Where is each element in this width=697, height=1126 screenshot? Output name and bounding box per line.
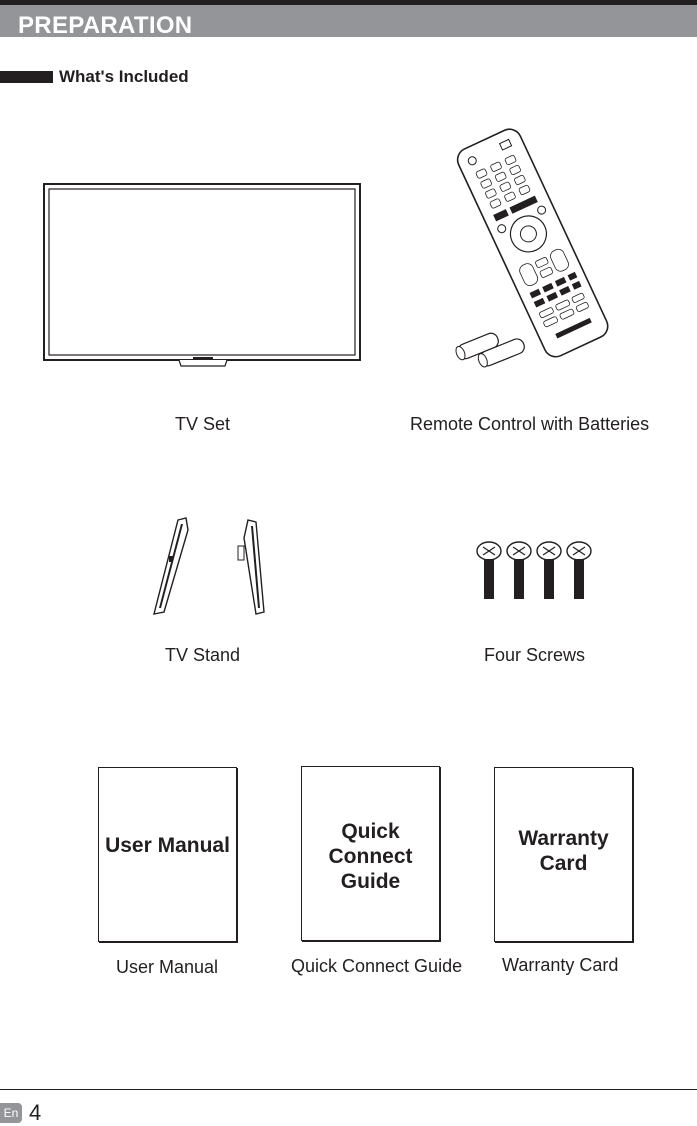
page-header bbox=[0, 5, 697, 37]
caption-quick-connect-guide: Quick Connect Guide bbox=[291, 956, 463, 976]
caption-remote-control: Remote Control with Batteries bbox=[410, 414, 650, 434]
caption-four-screws: Four Screws bbox=[484, 645, 586, 665]
language-badge: En bbox=[0, 1103, 22, 1123]
screw-1 bbox=[477, 542, 501, 599]
footer-rule bbox=[0, 1089, 697, 1090]
tv-stand-illustration bbox=[148, 516, 270, 618]
warranty-cover-line-2: Card bbox=[539, 852, 588, 875]
section-title: What's Included bbox=[59, 67, 189, 86]
caption-user-manual: User Manual bbox=[116, 957, 219, 977]
screws-illustration bbox=[475, 540, 595, 602]
remote-control-illustration bbox=[440, 122, 625, 370]
page-number: 4 bbox=[29, 1100, 42, 1125]
section-marker bbox=[0, 71, 53, 83]
tv-set-illustration bbox=[43, 183, 363, 369]
screw-4 bbox=[567, 542, 591, 599]
quick-guide-cover-line-2: Connect bbox=[328, 845, 413, 868]
screw-3 bbox=[537, 542, 561, 599]
quick-guide-cover-line-3: Guide bbox=[340, 870, 401, 893]
screw-2 bbox=[507, 542, 531, 599]
page-title: PREPARATION bbox=[18, 12, 193, 39]
warranty-cover-line-1: Warranty bbox=[518, 827, 609, 850]
caption-tv-stand: TV Stand bbox=[165, 645, 241, 665]
quick-guide-cover-line-1: Quick bbox=[341, 820, 400, 843]
quick-connect-guide-booklet bbox=[301, 766, 440, 941]
caption-tv-set: TV Set bbox=[175, 414, 231, 434]
user-manual-cover-title: User Manual bbox=[105, 834, 230, 857]
user-manual-booklet bbox=[98, 767, 237, 942]
caption-warranty-card: Warranty Card bbox=[502, 955, 619, 975]
warranty-card-booklet bbox=[494, 767, 633, 942]
